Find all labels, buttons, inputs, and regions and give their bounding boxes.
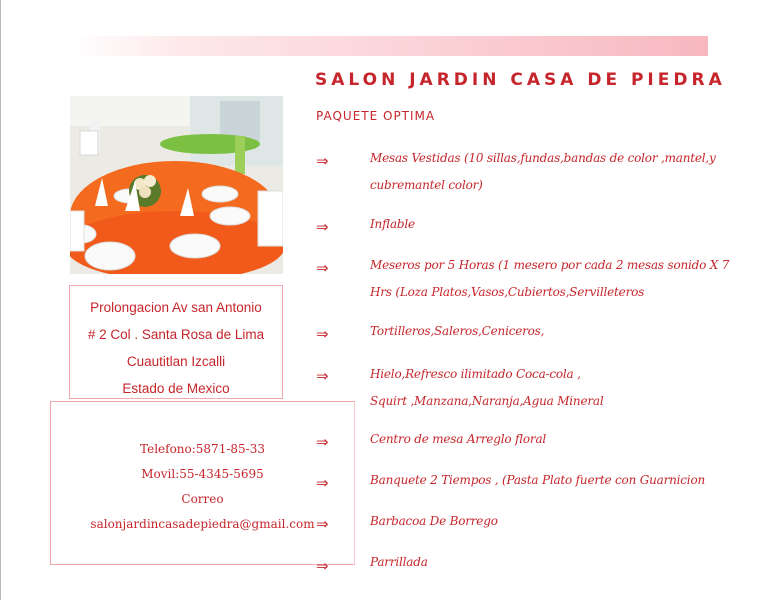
package-item-text	[370, 145, 730, 199]
arrow-icon: ⇒	[316, 433, 329, 451]
page-title: SALON JARDIN CASA DE PIEDRA	[315, 70, 726, 90]
arrow-icon: ⇒	[316, 557, 329, 575]
email-label: Correo	[181, 492, 224, 506]
address-line: # 2 Col . Santa Rosa de Lima	[87, 327, 265, 342]
phone-text: Telefono:5871-85-33	[140, 442, 265, 456]
package-item-text	[370, 361, 730, 415]
item-line: Hrs (Loza Platos,Vasos,Cubiertos,Servilleteros	[370, 285, 645, 299]
email-link[interactable]: salonjardincasadepiedra@gmail.com	[90, 517, 315, 531]
package-item-text: Parrillada	[370, 555, 428, 569]
address-box	[69, 285, 283, 399]
arrow-icon: ⇒	[316, 515, 329, 533]
header-banner	[70, 36, 708, 56]
package-item-text: Banquete 2 Tiempos , (Pasta Plato fuerte con Guarnicion	[370, 473, 705, 487]
arrow-icon: ⇒	[316, 152, 329, 170]
item-line: cubremantel color)	[370, 178, 483, 192]
package-item-text: Tortilleros,Saleros,Ceniceros,	[370, 324, 545, 338]
mobile-text: Movil:55-4345-5695	[141, 467, 264, 481]
package-item-text	[370, 252, 730, 306]
package-item-text: Centro de mesa Arreglo floral	[370, 432, 547, 446]
package-item-text: Inflable	[370, 217, 415, 231]
address-line: Estado de Mexico	[122, 381, 230, 396]
banquet-hall-photo	[70, 96, 283, 274]
package-subtitle: PAQUETE OPTIMA	[316, 109, 436, 123]
item-line: Squirt ,Manzana,Naranja,Agua Mineral	[370, 394, 604, 408]
package-item-text: Barbacoa De Borrego	[370, 514, 498, 528]
arrow-icon: ⇒	[316, 325, 329, 343]
item-line: Hielo,Refresco ilimitado Coca-cola ,	[370, 367, 581, 381]
arrow-icon: ⇒	[316, 259, 329, 277]
page-edge	[0, 0, 1, 600]
address-line: Cuautitlan Izcalli	[126, 354, 226, 369]
contact-box	[50, 401, 355, 565]
address-line: Prolongacion Av san Antonio	[90, 300, 262, 315]
item-line: Mesas Vestidas (10 sillas,fundas,bandas de color ,mantel,y	[370, 151, 716, 165]
item-line: Meseros por 5 Horas (1 mesero por cada 2 mesas sonido X 7	[370, 258, 730, 272]
arrow-icon: ⇒	[316, 367, 329, 385]
arrow-icon: ⇒	[316, 474, 329, 492]
arrow-icon: ⇒	[316, 218, 329, 236]
